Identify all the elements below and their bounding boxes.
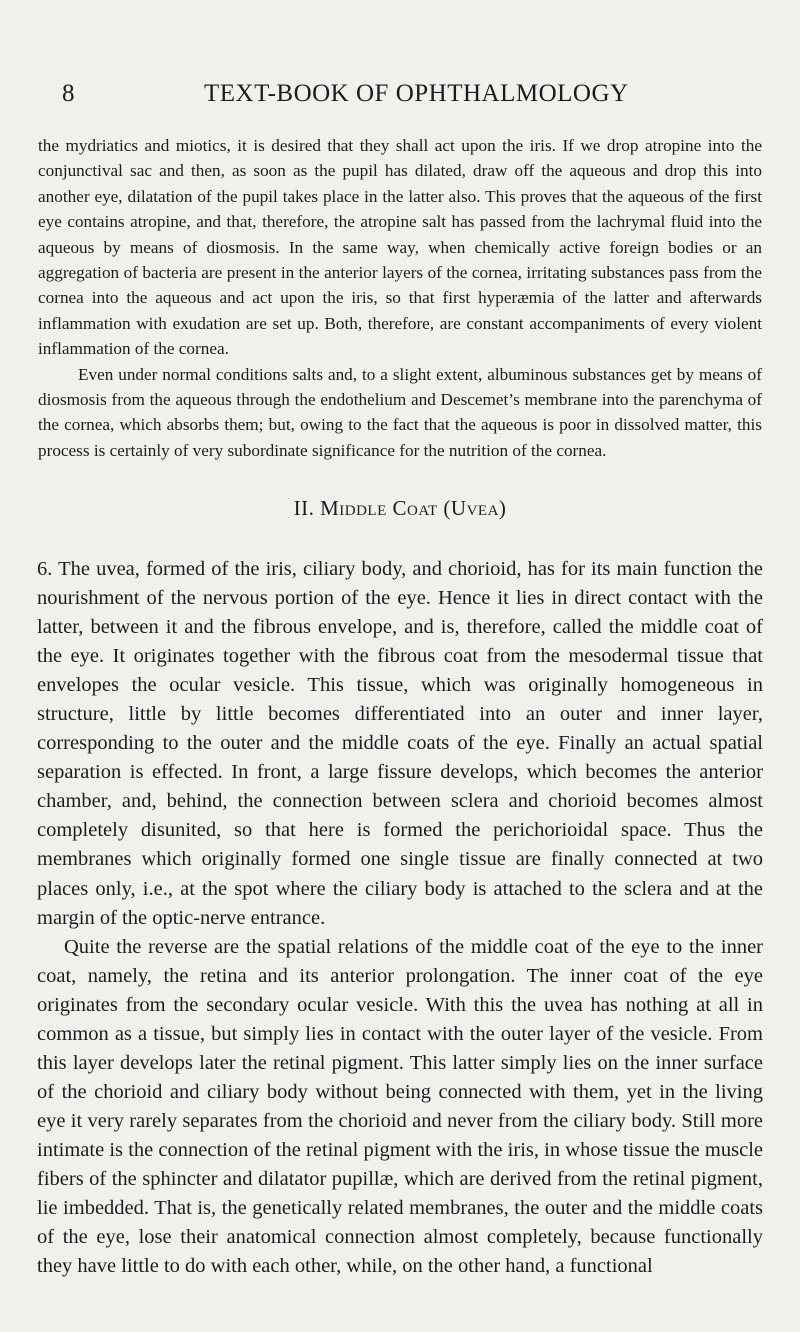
running-title: TEXT-BOOK OF OPHTHALMOLOGY [204, 80, 629, 107]
main-paragraph-1: 6. The uvea, formed of the iris, ciliary body, and chorioid, has for its main function the nourishment of the nervous portion of the eye. Hence it lies in direct contact with the latter, between it and the fibrous envelope, and is, therefore, called the middle coat of the eye. It originates together with the fibrous coat from the mesodermal tissue that envelopes the ocular vesicle. This tissue, which was originally homogeneous in structure, little by little becomes differentiated into an outer and inner layer, corresponding to the outer and the middle coats of the eye. Finally an actual spatial separation is effected. In front, a large fissure develops, which becomes the anterior chamber, and, behind, the connection between sclera and chorioid becomes almost completely disunited, so that here is formed the perichorioidal space. Thus the membranes which originally formed one single tissue are finally connected at two places only, i.e., at the spot where the ciliary body is attached to the sclera and at the margin of the optic-nerve entrance. [37, 558, 763, 929]
small-print-block [38, 133, 762, 463]
section-heading: II. Middle Coat (Uvea) [293, 496, 507, 520]
running-head [62, 80, 742, 116]
small-paragraph-2: Even under normal conditions salts and, to a slight extent, albuminous substances get by means of diosmosis from the aqueous through the endothelium and Descemet’s membrane into the parenchyma of the cornea, which absorbs them; but, owing to the fact that the aqueous is poor in dissolved matter, this process is certainly of very subordinate significance for the nutrition of the cornea. [38, 364, 762, 460]
small-paragraph-1: the mydriatics and miotics, it is desired that they shall act upon the iris. If we drop atropine into the conjunctival sac and then, as soon as the pupil has dilated, draw off the aqueous and drop this into another eye, dilatation of the pupil takes place in the latter also. This proves that the aqueous of the first eye contains atropine, and that, therefore, the atropine salt has passed from the lachrymal fluid into the aqueous by means of diosmosis. In the same way, when chemically active foreign bodies or an aggregation of bacteria are present in the anterior layers of the cornea, irritating substances pass from the cornea into the aqueous and act upon the iris, so that first hyperæmia of the latter and afterwards inflammation with exudation are set up. Both, therefore, are constant accompaniments of every violent inflammation of the cornea. [38, 136, 762, 359]
main-paragraph-2: Quite the reverse are the spatial relations of the middle coat of the eye to the inner coat, namely, the retina and its anterior prolongation. The inner coat of the eye originates from the secondary ocular vesicle. With this the uvea has nothing at all in common as a tissue, but simply lies in contact with the outer layer of the vesicle. From this layer develops later the retinal pigment. This latter simply lies on the inner surface of the chorioid and ciliary body without being connected with them, yet in the living eye it very rarely separates from the chorioid and never from the ciliary body. Still more intimate is the connection of the retinal pigment with the iris, in whose tissue the muscle fibers of the sphincter and dilatator pupillæ, which are derived from the retinal pigment, lie imbedded. That is, the genetically related membranes, the outer and the middle coats of the eye, lose their anatomical connection almost completely, because functionally they have little to do with each other, while, on the other hand, a functional [37, 935, 763, 1278]
main-text-block [37, 555, 763, 1281]
page-number: 8 [62, 80, 75, 107]
